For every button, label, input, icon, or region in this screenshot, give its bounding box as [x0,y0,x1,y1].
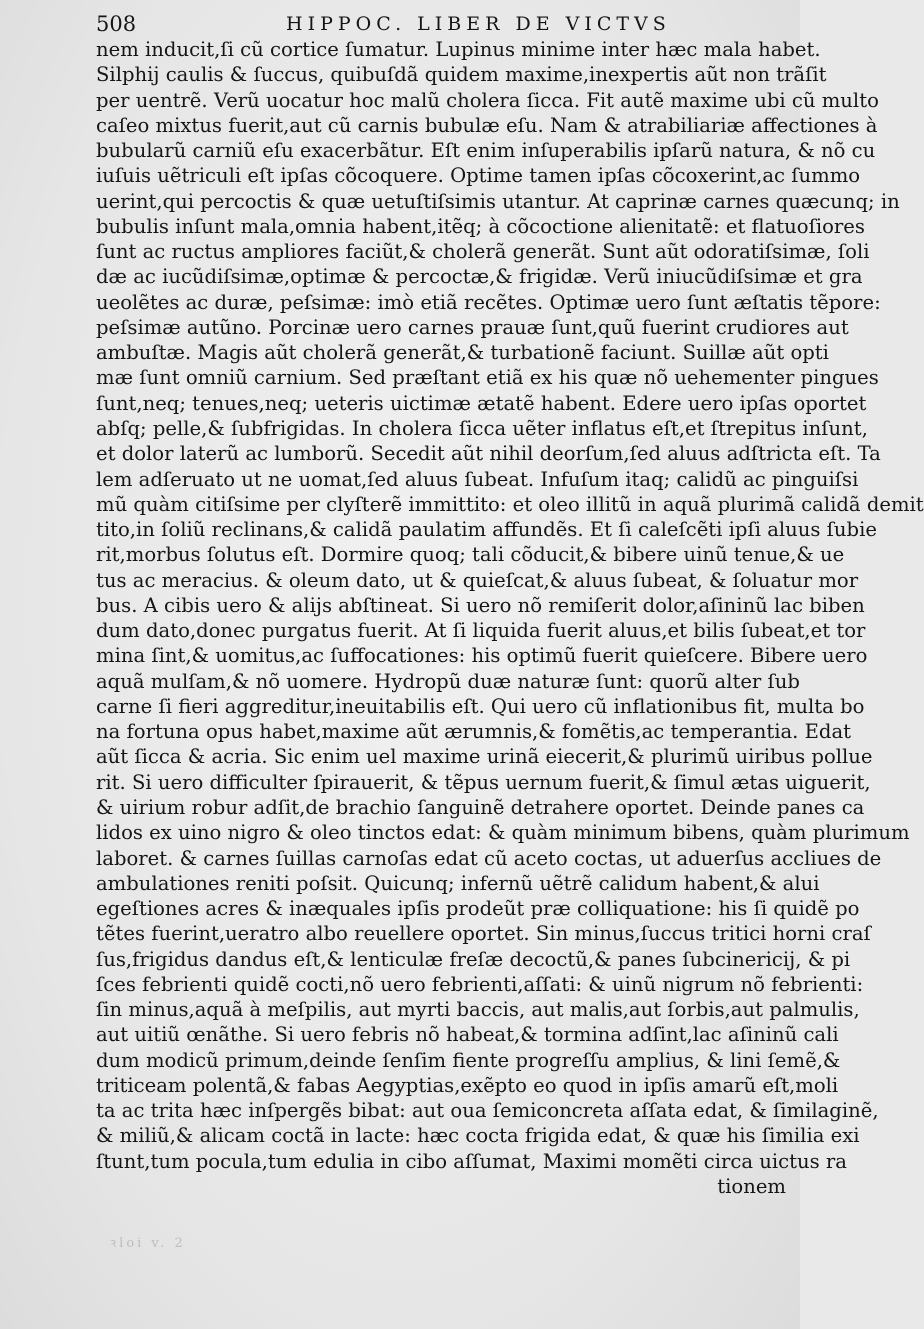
text-line: peſsimæ autũno. Porcinæ uero carnes prauæ ſunt,quũ fuerint crudiores aut [96,315,849,339]
text-line: mina ſint,& uomitus,ac ſuffocationes: his optimũ fuerit quieſcere. Bibere uero [96,644,868,668]
text-line: abſq; pelle,& ſubfrigidas. In cholera ſicca uẽter inflatus eſt,et ſtrepitus inſunt, [96,416,868,440]
text-line: dum modicũ primum,deinde ſenſim fiente progreſſu amplius, & lini ſemẽ,& [96,1048,841,1072]
text-line: tẽtes fuerint,ueratro albo reuellere oportet. Sin minus,ſuccus tritici horni craſ [96,922,871,946]
text-line: carne ſi fieri aggreditur,ineuitabilis eſt. Qui uero cũ inflationibus fit, multa bo [96,694,865,718]
text-line: lidos ex uino nigro & oleo tinctos edat: & quàm minimum bibens, quàm plurimum [96,821,910,845]
text-line: caſeo mixtus fuerit,aut cũ carnis bubulæ eſu. Nam & atrabiliariæ affectiones à [96,113,878,137]
text-line: ambulationes reniti poſsit. Quicunq; infernũ uẽtrẽ calidum habent,& alui [96,871,820,895]
text-line: ſin minus,aquã à meſpilis, aut myrti baccis, aut malis,aut ſorbis,aut palmulis, [96,998,860,1022]
text-line: rit,morbus ſolutus eſt. Dormire quoq; tali cõducit,& bibere uinũ tenue,& ue [96,543,845,567]
text-line: dæ ac iucũdiſsimæ,optimæ & percoctæ,& frigidæ. Verũ iniucũdiſsimæ et gra [96,265,863,289]
text-line: aũt ſicca & acria. Sic enim uel maxime urinã eiecerit,& plurimũ uiribus pollue [96,745,873,769]
body-text [96,37,924,1199]
bleed-through-text: ꝛloi v. 2 [110,1236,186,1251]
text-line: et dolor laterũ ac lumborũ. Secedit aũt nihil deorſum,ſed aluus adſtricta eſt. Ta [96,442,881,466]
text-line: ſunt,neq; tenues,neq; ueteris uictimæ ætatẽ habent. Edere uero ipſas oportet [96,391,867,415]
text-line: na fortuna opus habet,maxime aũt ærumnis,& fomẽtis,ac temperantia. Edat [96,720,852,744]
text-line: mæ ſunt omniũ carnium. Sed præſtant etiã ex his quæ nõ uehementer pingues [96,366,879,390]
text-line: uerint,qui percoctis & quæ uetuſtiſsimis utantur. At caprinæ carnes quæcunq; in [96,189,900,213]
text-line: ta ac trita hæc inſpergẽs bibat: aut oua ſemiconcreta aſſata edat, & ſimilaginẽ, [96,1099,879,1123]
text-line: & uirium robur adſit,de brachio ſanguinẽ detrahere oportet. Deinde panes ca [96,795,865,819]
text-line: bus. A cibis uero & alijs abſtineat. Si uero nõ remiſerit dolor,aſininũ lac biben [96,593,865,617]
text-line: triticeam polentã,& fabas Aegyptias,exẽpto eo quod in ipſis amarũ eſt,moli [96,1073,839,1097]
text-line: lem adſeruato ut ne uomat,ſed aluus ſubeat. Infuſum itaq; calidũ ac pinguiſsi [96,467,859,491]
catchword: tionem [717,1174,786,1198]
text-line: aquã mulſam,& nõ uomere. Hydropũ duæ naturæ ſunt: quorũ alter ſub [96,669,800,693]
text-line: laboret. & carnes ſuillas carnoſas edat cũ aceto coctas, ut aduerſus accliues de [96,846,882,870]
text-line: tus ac meracius. & oleum dato, ut & quieſcat,& aluus ſubeat, & ſoluatur mor [96,568,859,592]
text-line: dum dato,donec purgatus fuerit. At ſi liquida fuerit aluus,et bilis ſubeat,et tor [96,619,866,643]
text-line: tito,in ſoliũ reclinans,& calidã paulatim affundẽs. Et ſi caleſcẽti ipſi aluus ſubie [96,518,877,542]
text-line: aut uitiũ œnãthe. Si uero febris nõ habeat,& tormina adſint,lac aſininũ cali [96,1023,839,1047]
text-line: ambuſtæ. Magis aũt cholerã generãt,& turbationẽ faciunt. Suillæ aũt opti [96,341,829,365]
text-line: bubulis inſunt mala,omnia habent,itẽq; à cõcoctione alienitatẽ: et flatuoſiores [96,214,865,238]
text-line: ſus,frigidus dandus eſt,& lenticulæ freſæ decoctũ,& panes ſubcinericij, & pi [96,947,851,971]
running-head: HIPPOC. LIBER DE VICTVS [286,13,671,35]
text-line: ueolẽtes ac duræ, peſsimæ: imò etiã recẽtes. Optimæ uero ſunt æſtatis tẽpore: [96,290,881,314]
text-line: nem inducit,ſi cũ cortice ſumatur. Lupinus minime inter hæc mala habet. [96,38,821,61]
text-line: bubularũ carniũ eſu exacerbãtur. Eſt enim inſuperabilis ipſarũ natura, & nõ cu [96,139,876,163]
text-line: & miliũ,& alicam coctã in lacte: hæc cocta frigida edat, & quæ his ſimilia exi [96,1124,860,1148]
page-number: 508 [96,12,137,36]
text-line: iuſuis uẽtriculi eſt ipſas cõcoquere. Optime tamen ipſas cõcoxerint,ac ſummo [96,164,861,188]
text-line: per uentrẽ. Verũ uocatur hoc malũ cholera ſicca. Fit autẽ maxime ubi cũ multo [96,88,879,112]
text-line: ſces febrienti quidẽ cocti,nõ uero febrienti,aſſati: & uinũ nigrum nõ febrienti: [96,972,864,996]
page-header [96,10,786,38]
text-line: Silphij caulis & ſuccus, quibuſdã quidem maxime,inexpertis aũt non trãſit [96,63,827,87]
text-line: rit. Si uero difficulter ſpirauerit, & tẽpus uernum fuerit,& ſimul ætas uiguerit, [96,770,871,794]
text-line: egeſtiones acres & inæquales ipſis prodeũt præ colliquatione: his ſi quidẽ po [96,897,860,921]
text-line: ſunt ac ructus ampliores faciũt,& cholerã generãt. Sunt aũt odoratiſsimæ, ſoli [96,240,870,264]
text-line: ſtunt,tum pocula,tum edulia in cibo aſſumat, Maximi momẽti circa uictus ra [96,1149,847,1173]
text-line: mũ quàm citiſsime per clyſterẽ immittito: et oleo illitũ in aquã plurimã calidã demit [96,492,924,516]
